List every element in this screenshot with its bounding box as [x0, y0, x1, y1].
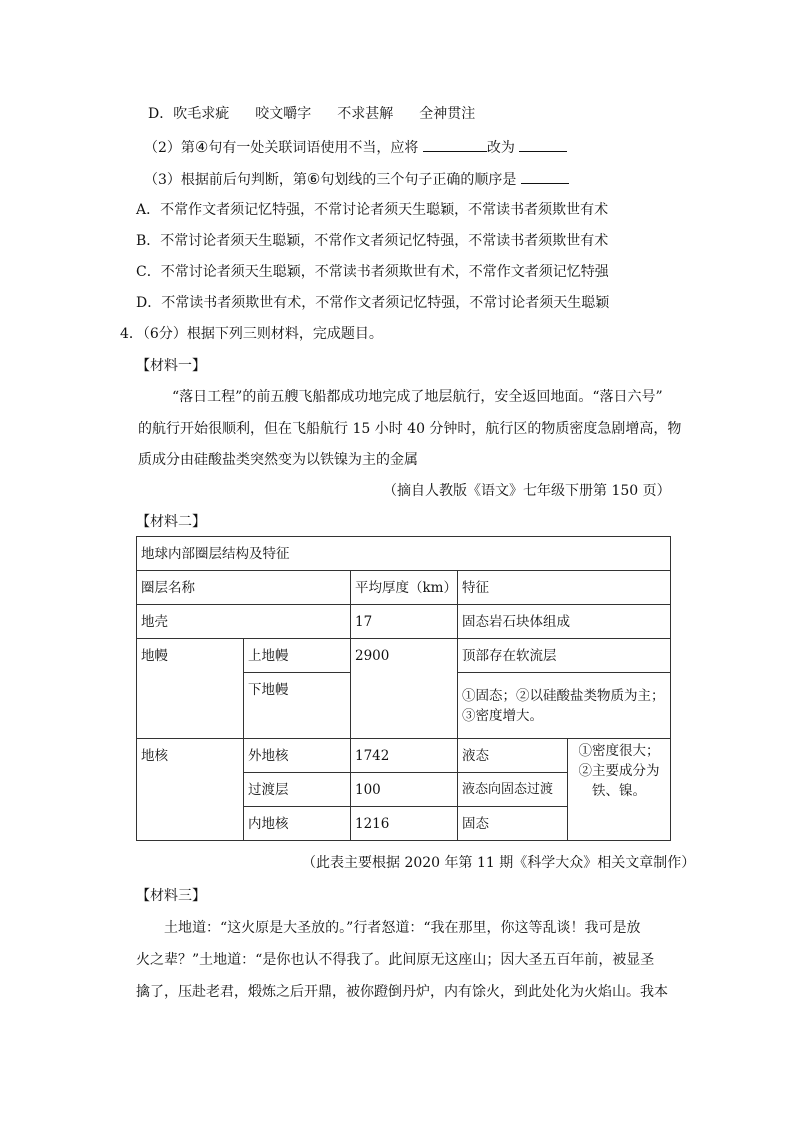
- word-4: 全神贯注: [419, 106, 476, 122]
- crust-thickness: 17: [351, 605, 458, 639]
- earth-layers-table: [136, 536, 671, 841]
- option-a: [136, 200, 608, 220]
- sub-question-3: [144, 169, 569, 190]
- mantle-thickness: 2900: [351, 639, 458, 739]
- sub2-mid: 句有一处关联词语使用不当，应将: [208, 140, 419, 156]
- word-1: 吹毛求疵: [173, 106, 230, 122]
- material-1-source: （摘自人教版《语文》七年级下册第 150 页）: [383, 483, 671, 499]
- material-3-title: 【材料三】: [136, 888, 206, 904]
- table-caption: 地球内部圈层结构及特征: [137, 537, 671, 571]
- answer-blank[interactable]: [521, 169, 569, 184]
- sub-question-2: [144, 137, 567, 158]
- core-layer-name: 内地核: [244, 807, 351, 841]
- option-c: [136, 262, 609, 282]
- header-thickness: 平均厚度（km）: [351, 571, 458, 605]
- material-2-source: （此表主要根据 2020 年第 11 期《科学大众》相关文章制作）: [302, 855, 696, 871]
- option-d: [136, 293, 609, 313]
- material-3-line: 擒了，压赴老君，煅炼之后开鼎，被你蹬倒丹炉，内有馀火，到此处化为火焰山。我本: [136, 984, 668, 1000]
- sub2-mid2: 改为: [486, 140, 515, 156]
- option-d-words: [148, 104, 475, 124]
- core-name: 地核: [137, 739, 244, 841]
- material-2-title: 【材料二】: [136, 514, 206, 530]
- header-feature: 特征: [458, 571, 671, 605]
- upper-mantle: 上地幔: [244, 639, 351, 673]
- lower-mantle: 下地幔: [244, 673, 351, 739]
- upper-mantle-feature: 顶部存在软流层: [458, 639, 671, 673]
- crust-feature: 固态岩石块体组成: [458, 605, 671, 639]
- option-text: 不常作文者须记忆特强，不常讨论者须天生聪颖，不常读书者须欺世有术: [160, 202, 609, 218]
- material-3-line: 土地道：“这火原是大圣放的。”行者怒道：“我在那里，你这等乱谈！我可是放: [164, 920, 641, 936]
- header-name: 圈层名称: [137, 571, 351, 605]
- question-4-stem: 4．（6分）根据下列三则材料，完成题目。: [120, 326, 383, 342]
- circled-number: ④: [194, 138, 209, 156]
- material-1-title: 【材料一】: [136, 358, 206, 374]
- core-feature: ①密度很大；②主要成分为铁、镍。: [568, 739, 671, 841]
- core-layer-state: 液态: [458, 739, 568, 773]
- circled-number: ⑥: [306, 170, 321, 188]
- option-text: 不常读书者须欺世有术，不常作文者须记忆特强，不常讨论者须天生聪颖: [161, 295, 610, 311]
- option-label: D．: [136, 295, 162, 311]
- sub2-pre: （2）第: [144, 140, 195, 156]
- core-layer-state: 固态: [458, 807, 568, 841]
- sub3-pre: （3）根据前后句判断，第: [144, 172, 307, 188]
- answer-blank[interactable]: [519, 137, 567, 152]
- material-1-line: “落日工程”的前五艘飞船都成功地完成了地层航行，安全返回地面。“落日六号”: [172, 389, 663, 405]
- material-1-line: 的航行开始很顺利，但在飞船航行 15 小时 40 分钟时，航行区的物质密度急剧增高，物: [138, 421, 682, 437]
- core-layer-thickness: 1216: [351, 807, 458, 841]
- option-label: D．: [148, 106, 174, 122]
- mantle-name: 地幔: [137, 639, 244, 739]
- material-1-line: 质成分由硅酸盐类突然变为以铁镍为主的金属: [138, 452, 418, 468]
- crust-name: 地壳: [137, 605, 351, 639]
- core-layer-name: 外地核: [244, 739, 351, 773]
- word-2: 咬文嚼字: [255, 106, 312, 122]
- word-3: 不求甚解: [337, 106, 394, 122]
- sub3-post: 句划线的三个句子正确的顺序是: [320, 172, 517, 188]
- material-3-line: 火之辈？”土地道：“是你也认不得我了。此间原无这座山；因大圣五百年前，被显圣: [136, 952, 655, 968]
- core-layer-thickness: 100: [351, 773, 458, 807]
- core-layer-name: 过渡层: [244, 773, 351, 807]
- option-b: [136, 231, 608, 251]
- lower-mantle-feature: ①固态；②以硅酸盐类物质为主；③密度增大。: [458, 673, 671, 739]
- answer-blank[interactable]: [423, 137, 487, 152]
- option-text: 不常讨论者须天生聪颖，不常作文者须记忆特强，不常读书者须欺世有术: [160, 233, 609, 249]
- option-label: B．: [136, 233, 161, 249]
- core-layer-state: 液态向固态过渡: [458, 773, 568, 807]
- option-label: A．: [136, 202, 161, 218]
- option-label: C．: [136, 264, 161, 280]
- option-text: 不常讨论者须天生聪颖，不常读书者须欺世有术，不常作文者须记忆特强: [160, 264, 609, 280]
- core-layer-thickness: 1742: [351, 739, 458, 773]
